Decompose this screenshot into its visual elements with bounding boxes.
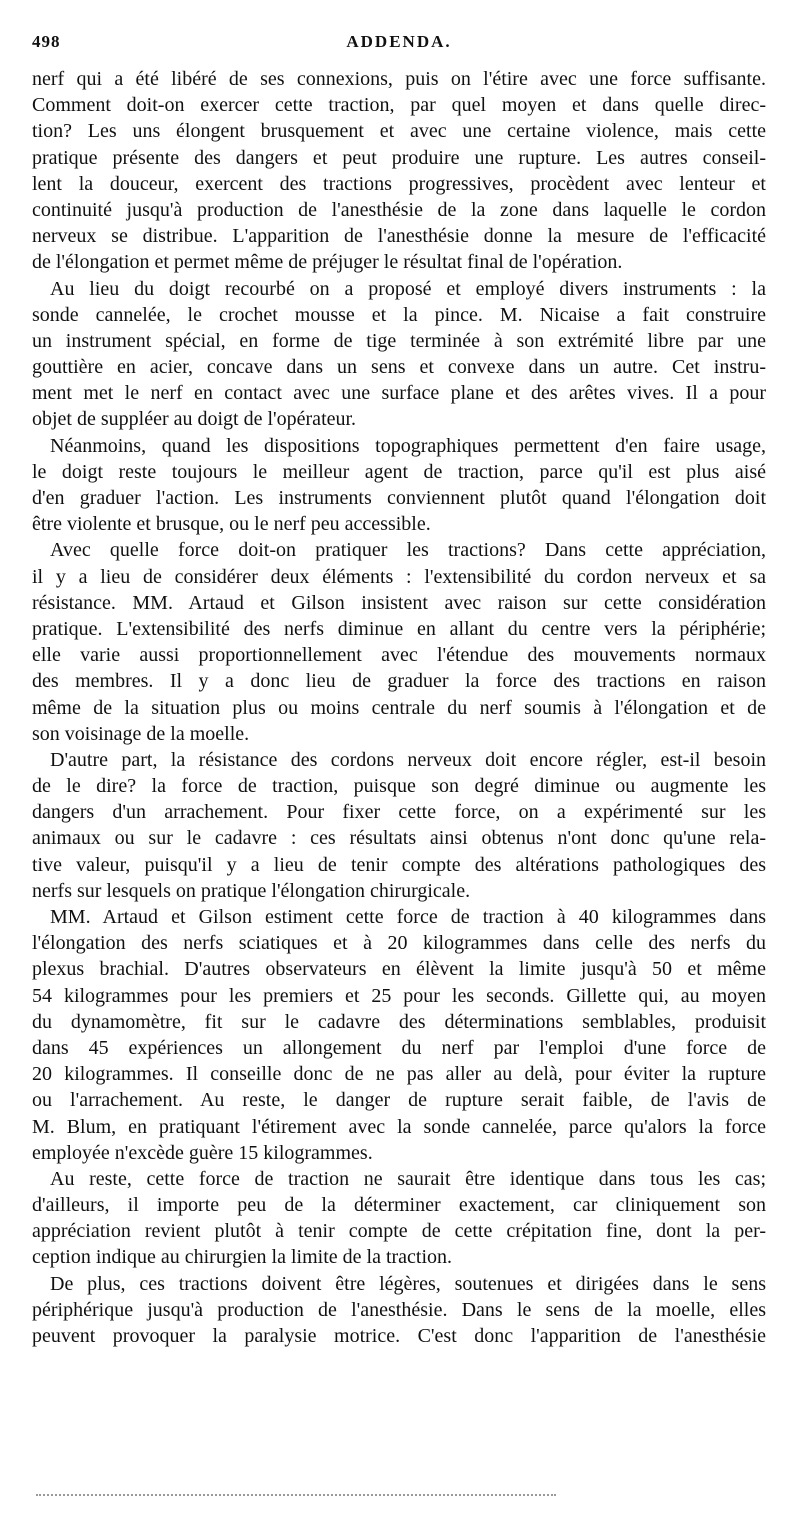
paragraph xyxy=(32,433,766,538)
text-line: pratique. L'extensibilité des nerfs diminue en allant du centre vers la périphérie; xyxy=(32,617,766,640)
book-page xyxy=(32,28,766,1349)
text-line: Avec quelle force doit-on pratiquer les tractions? Dans cette appréciation, xyxy=(50,539,766,562)
text-line: dans 45 expériences un allongement du nerf par l'emploi d'une force de xyxy=(32,1036,766,1059)
text-line: elle varie aussi proportionnellement avec l'étendue des mouvements normaux xyxy=(32,644,766,667)
text-line: d'ailleurs, il importe peu de la déterminer exactement, car cliniquement son xyxy=(32,1194,766,1217)
page-number: 498 xyxy=(32,32,61,51)
text-line: M. Blum, en pratiquant l'étirement avec la sonde cannelée, parce qu'alors la force xyxy=(32,1115,766,1138)
running-head xyxy=(32,28,766,58)
text-line: peuvent provoquer la paralysie motrice. C'est donc l'apparition de l'anesthésie xyxy=(32,1325,766,1347)
text-line: du dynamomètre, fit sur le cadavre des déterminations semblables, produisit xyxy=(32,1010,766,1033)
text-line: l'élongation des nerfs sciatiques et à 20 kilogrammes dans celle des nerfs du xyxy=(32,932,766,955)
text-line: tive valeur, puisqu'il y a lieu de tenir compte des altérations pathologiques des xyxy=(32,853,766,876)
text-line: un instrument spécial, en forme de tige terminée à son extrémité libre par une xyxy=(32,329,766,352)
text-line: gouttière en acier, concave dans un sens et convexe dans un autre. Cet instru- xyxy=(32,356,766,379)
running-title: ADDENDA. xyxy=(346,32,452,51)
text-line: nerfs sur lesquels on pratique l'élongation chirurgicale. xyxy=(32,879,471,902)
text-line: tion? Les uns élongent brusquement et avec une certaine violence, mais cette xyxy=(32,120,766,143)
text-line: Néanmoins, quand les dispositions topographiques permettent d'en faire usage, xyxy=(50,434,766,457)
footer-dotted-rule xyxy=(36,1494,556,1496)
text-line: dangers d'un arrachement. Pour fixer cette force, on a expérimenté sur les xyxy=(32,801,766,824)
text-line: sonde cannelée, le crochet mousse et la pince. M. Nicaise a fait construire xyxy=(32,303,766,326)
text-line: nerveux se distribue. L'apparition de l'anesthésie donne la mesure de l'efficacité xyxy=(32,225,766,248)
paragraph xyxy=(32,276,766,433)
text-line: le doigt reste toujours le meilleur agent de traction, parce qu'il est plus aisé xyxy=(32,460,766,483)
text-line: nerf qui a été libéré de ses connexions, puis on l'étire avec une force suffisante. xyxy=(32,68,766,90)
paragraph xyxy=(32,1166,766,1271)
text-line: être violente et brusque, ou le nerf peu accessible. xyxy=(32,513,431,536)
text-line: des membres. Il y a donc lieu de graduer la force des tractions en raison xyxy=(32,670,766,693)
text-line: D'autre part, la résistance des cordons nerveux doit encore régler, est-il besoin xyxy=(50,748,766,771)
text-line: de l'élongation et permet même de préjuger le résultat final de l'opération. xyxy=(32,251,623,274)
text-line: 54 kilogrammes pour les premiers et 25 pour les seconds. Gillette qui, au moyen xyxy=(32,984,766,1007)
body-text xyxy=(32,66,766,1349)
text-line: résistance. MM. Artaud et Gilson insistent avec raison sur cette considération xyxy=(32,591,766,614)
text-line: ception indique au chirurgien la limite de la traction. xyxy=(32,1246,453,1269)
text-line: Comment doit-on exercer cette traction, par quel moyen et dans quelle direc- xyxy=(32,94,766,117)
text-line: pratique présente des dangers et peut produire une rupture. Les autres conseil- xyxy=(32,146,766,169)
text-line: il y a lieu de considérer deux éléments : l'extensibilité du cordon nerveux et sa xyxy=(32,565,766,588)
text-line: animaux ou sur le cadavre : ces résultats ainsi obtenus n'ont donc qu'une rela- xyxy=(32,827,766,850)
text-line: Au lieu du doigt recourbé on a proposé et employé divers instruments : la xyxy=(50,277,766,300)
paragraph xyxy=(32,537,766,747)
text-line: continuité jusqu'à production de l'anesthésie de la zone dans laquelle le cordon xyxy=(32,198,766,221)
paragraph xyxy=(32,1271,766,1350)
text-line: même de la situation plus ou moins centrale du nerf soumis à l'élongation et de xyxy=(32,696,766,719)
paragraph xyxy=(32,747,766,904)
paragraph xyxy=(32,66,766,276)
text-line: MM. Artaud et Gilson estiment cette force de traction à 40 kilogrammes dans xyxy=(50,906,766,928)
text-line: lent la douceur, exercent des tractions progressives, procèdent avec lenteur et xyxy=(32,172,766,195)
text-line: périphérique jusqu'à production de l'anesthésie. Dans le sens de la moelle, elles xyxy=(32,1298,766,1321)
text-line: 20 kilogrammes. Il conseille donc de ne pas aller au delà, pour éviter la rupture xyxy=(32,1063,766,1086)
text-line: Au reste, cette force de traction ne saurait être identique dans tous les cas; xyxy=(50,1167,766,1190)
text-line: ou l'arrachement. Au reste, le danger de rupture serait faible, de l'avis de xyxy=(32,1089,766,1112)
text-line: d'en graduer l'action. Les instruments conviennent plutôt quand l'élongation doit xyxy=(32,487,766,509)
text-line: De plus, ces tractions doivent être légères, soutenues et dirigées dans le sens xyxy=(50,1272,766,1295)
paragraph xyxy=(32,904,766,1166)
text-line: appréciation revient plutôt à tenir compte de cette crépitation fine, dont la per- xyxy=(32,1220,766,1243)
text-line: plexus brachial. D'autres observateurs en élèvent la limite jusqu'à 50 et même xyxy=(32,958,766,981)
text-line: de le dire? la force de traction, puisque son degré diminue ou augmente les xyxy=(32,775,766,798)
text-line: employée n'excède guère 15 kilogrammes. xyxy=(32,1141,373,1164)
text-line: ment met le nerf en contact avec une surface plane et des arêtes vives. Il a pour xyxy=(32,382,766,405)
text-line: son voisinage de la moelle. xyxy=(32,722,250,745)
text-line: objet de suppléer au doigt de l'opérateur. xyxy=(32,408,357,431)
